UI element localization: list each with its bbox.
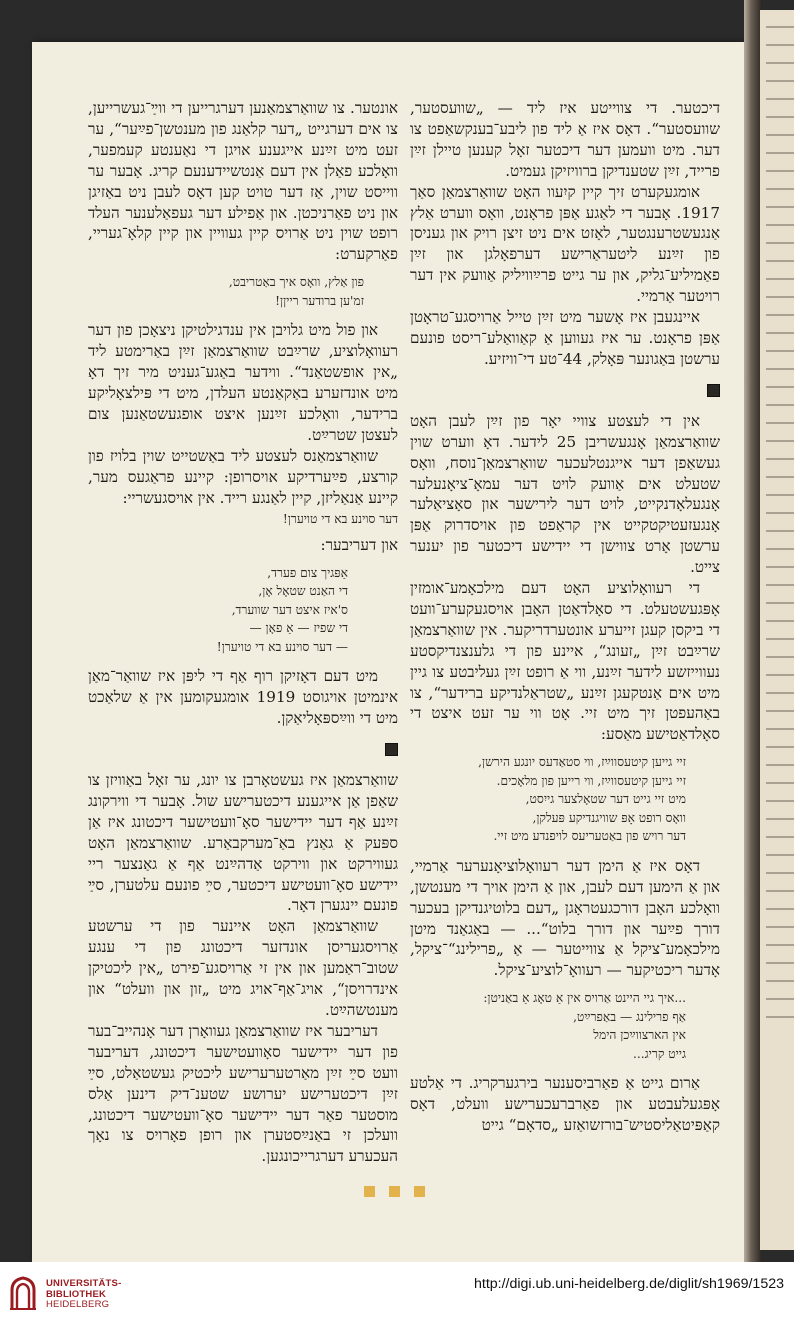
paragraph: אומגעקערט זיך קיין קיִעוו האָט שוואַרצמאַן סאַך 1917. אָבער די לאַגע אַפּן פראָנט, וואָס ווערט אַלץ אַנגעשטרענגטער, לאָזט אים ניט זיצן רויק און געניסן פון זײַנע ליטעראַרישע דערפאָלגן און זײַן פאַמיליע־גליק, און ער גייט פרײַוויליק אַוועק אין דער רויטער אַרמיי.	[410, 182, 720, 306]
library-name-line: UNIVERSITÄTS-	[46, 1278, 122, 1289]
poem-line: זיי גייען קיטעסווײַז, ווי רייען פון מלאָכים.	[496, 773, 686, 788]
poem-line: מיט זיי גייט דער שטאָלצער גייִסט,	[525, 792, 686, 807]
permalink-url[interactable]: http://digi.ub.uni-heidelberg.de/diglit/sh1969/1523	[474, 1276, 784, 1292]
poem-line: אַפּגיך צום פערד,	[267, 565, 348, 580]
ornament-square	[414, 1186, 425, 1197]
poem-line: די האַנט שטאָל אָן,	[258, 584, 348, 599]
adjacent-page-edge	[760, 10, 794, 1250]
poem-line: פון אַלץ, וואָס איך באַטריבט,	[228, 275, 364, 290]
text-column-left	[88, 98, 398, 1167]
poem-line: וואָס רופט אָפּ שוויגנדיקע פּעלקן,	[532, 810, 686, 825]
poem-line: — דער סוינע בא די טויערן!	[216, 639, 348, 654]
poem-line: אין הארצווײַכן הימל	[593, 1028, 686, 1043]
text-column-right	[410, 98, 720, 1136]
poem-line: די שפיז — אַ פאָן —	[249, 621, 348, 636]
paragraph: אונטער. צו שוואַרצמאַנען דערגרייען די ווײַ־געשרייען, צו אים דערגייט „דער קלאַנג פון מענטשן־פײַער“, ער זעט מיט זײַנע אייגענע אויגן די נאַענטע קעמפער, וואָלכע פאַלן אין דעם אַנטשיידענעם קריג. אָבער ער ווייסט שוין, אַז דער טויט קען דאָס לעבן ניט באַזיגן און ניט פאַרניכטן. און אַפילע דער געפאַלענער העלד רופט שוין ניט אַרויס קיין געוויין און קיין קלאָ־געריי, פאַרקערט:	[88, 99, 398, 264]
poem-line: זמ'ען ברודער רייןן!	[275, 293, 364, 308]
paragraph: די רעוואָלוציע האָט דעם מילכאָמע־אומזין אָפּגעשטעלט. די סאָלדאַטן האָבן אויסגעקערע־וועט די ביקסן קעגן זייערע אונטערדריקער. אין שוואַרצמאַן שרײַבט זײַן „זעונג“, איינע פון די גלענצנדיקסטע נעווייזשע לידער זײַנע, ווי אַ רופט זײַן געליבטע צו גיין מיט אים אַנטקעגן זײַנע „שטראַלנדיקע ברידער“, צו באַהעפטן זיך מיט זיי. אָט ווי ער זעט איצט די סאָלדאַטישע מאַסע:	[410, 579, 720, 744]
university-library-logo-icon[interactable]	[8, 1272, 38, 1312]
section-divider-square	[385, 743, 398, 756]
paragraph: איינגעבן איז אָשער מיט זײַן טייל אַרויסגע־טראָטן אַפּן פראָנט. ער איז געווען אַ קאַוואַלע־ריסט פונעם ערשטן בּאַגונער פּאָלק, 44־טע די־וויזיע.	[410, 308, 720, 368]
viewer-footer	[0, 1262, 794, 1323]
poem-line: דער רויש פון באַטעריעס לויפנדע מיט זיי.	[493, 829, 686, 844]
poem-excerpt	[88, 564, 348, 657]
section-divider-square	[707, 384, 720, 397]
ornament-square	[364, 1186, 375, 1197]
poem-line: גייט קריג...	[633, 1046, 686, 1061]
paragraph: אין די לעצטע צוויי יאָר פון זײַן לעבן האָט שוואַרצמאַן אָנגעשריבן 25 לידער. דאָ ווערט שוין געשאַפן דער אייגנטלעכער שוואַרצמאַן־נוסח, וואָס שטעלט אים אַוועק לויט דער עמאָ־ציאָנעלער אָנגעלאָדנקייט, לויט דער לירישער און סאָציאַלער אָנגעזעטיקטקייט אין קראַפט פון אויסדרוק אַפּן ערשטן אָרט צווישן די יידישע דיכטער פון יענער צייט.	[410, 411, 720, 577]
paragraph: שוואַרצמאַן איז געשטאָרבן צו יונג, ער זאָל באַוויזן צו שאַפן אַן אייגענע דיכטערישע שול. אָבער די ווירקונג זײַנע אַף דער יידישער סאָ־וועטישער דיכטונג איז אַן ספּעק אַ גאַנץ באַ־מערקבאַרע. שוואַרצמאַן האָט געווירקט און ווירקט אַדהײַנט אַף אַ גאַנצער ריי יידישע סאָ־וועטישע דיכטער, סײַ פונעם עלטערן, סײַ פונעם יינגערן דאָר.	[88, 771, 398, 915]
poem-line: זיי גייען קיטעסווײַז, ווי סטאַדעס יונגע הירשן,	[478, 755, 686, 770]
poem-excerpt	[88, 273, 364, 310]
paragraph: מיט דעם דאָזיקן רוף אַף די ליפּן איז שוואַר־מאַן אינמיטן אויגוסט 1919 אומגעקומען אין אַ שלאַכט מיט די ווײַספּאָליאַקן.	[88, 667, 398, 728]
poem-line: ...איך גיי היינט אַרויס אין אַ טאָג אַ באַניטן:	[483, 991, 686, 1006]
paragraph: שוואַרצמאַן האָט איינער פון די ערשטע אַרויסגעריסן אונדזער דיכטונג פון די ענגע שטוב־ראַמען און אין זי אַרויסגע־פירט „אין ליכטיקן אינדרויסן“, אויג־אַף־אויג מיט „זון און וועלט“ און מענטשהײַט.	[88, 917, 398, 1019]
paragraph: אַרום גייט אַ פאַרביסענער בירגערקריג. די אַלטע אָפּגעלעבטע און פאַרברעכערישע וועלט, דאָס קאַפּיטאַליסטיש־בורזשואַזע „סדאָם“ גייט	[410, 1074, 720, 1135]
paragraph: שוואַרצמאַנס לעצטע ליד באַשטייט שוין בלויז פון קורצע, פײַערדיקע אויסרופן: קיינע פראַגעס מער, קיינע אַנאַליזן, קיין לאַנגע רייד. אין אויסגעשריי:	[88, 446, 398, 507]
poem-line: אַף פרילינג — באַפרײַט,	[573, 1009, 686, 1024]
library-name[interactable]	[46, 1279, 121, 1311]
ornament-square	[389, 1186, 400, 1197]
paragraph: דאָס איז אַ הימן דער רעוואָלוציאָנערער אַרמיי, און אַ הימען דעם לעבן, און אַ הימן אויך די מענטשן, וואָלכע האָבן דורכגעטראָגן „דעם בלוטיגנדיקן בעכער דורך פײַער און דורך בלוט“... — באַגאַנד מיטן מילכאָמע־ציקל אַ צווייטער — אַ „פרילינג“־ציקל, אָדער ריכטיקער — רעוואָ־לוציע־ציקל.	[410, 856, 720, 980]
poem-excerpt	[410, 989, 686, 1063]
poem-excerpt	[410, 753, 686, 846]
quoted-line: דער סוינע בא די טויערן!	[282, 512, 398, 527]
library-name-line: BIBLIOTHEK	[46, 1288, 107, 1300]
paragraph: און פול מיט גלויבן אין ענדגילטיקן ניצאָכן פון דער רעוואָלוציע, שרײַבט שוואַרצמאַן זײַן באַרימטע ליד „אין אופשטאַנד“. ווידער באַגע־געניט מיר זיך דאָ מיט אונדזערע באַקאַנטע העלדן, מיט די פּילצאָליקע ברידער, וואָלכע זײַנען איצט אופגעשטאַנען צום לעצטן שטרײַט.	[88, 321, 398, 444]
poem-line: ס'איז איצט דער שווערד,	[231, 602, 348, 617]
text-line: און דעריבער:	[320, 535, 398, 554]
paragraph: דיכטער. די צווייטע איז ליד — „שוועסטער, שוועסטער“. דאָס איז אַ ליד פון ליבע־בענקשאַפט צו דער. מיט וועמען דער דיכטער זאָל קענען טיילן זײַן פרייד, זײַן שטענדיקן ברוויזיקן געמיט.	[410, 99, 720, 180]
library-name-line: HEIDELBERG	[46, 1299, 110, 1310]
paragraph: דעריבער איז שוואַרצמאַן געוואָרן דער אָנהייב־בער פון דער יידישער סאָוועטישער דיכטונג, דעריבער וועט סײַ זײַן מאַרטערערישע ליכטיק געשטאַלט, סײַ זײַן דיכטערישע יערושע שטענ־דיק דינען אַלס מוסטער פאַר דער יידישער סאָ־וועטישער דיכטונג, וועלכן זי באַנײַסטערן און רופן פאָרויס צו נאָך העכערע דערגרייכונגען.	[88, 1021, 398, 1166]
end-ornament	[364, 1182, 474, 1196]
